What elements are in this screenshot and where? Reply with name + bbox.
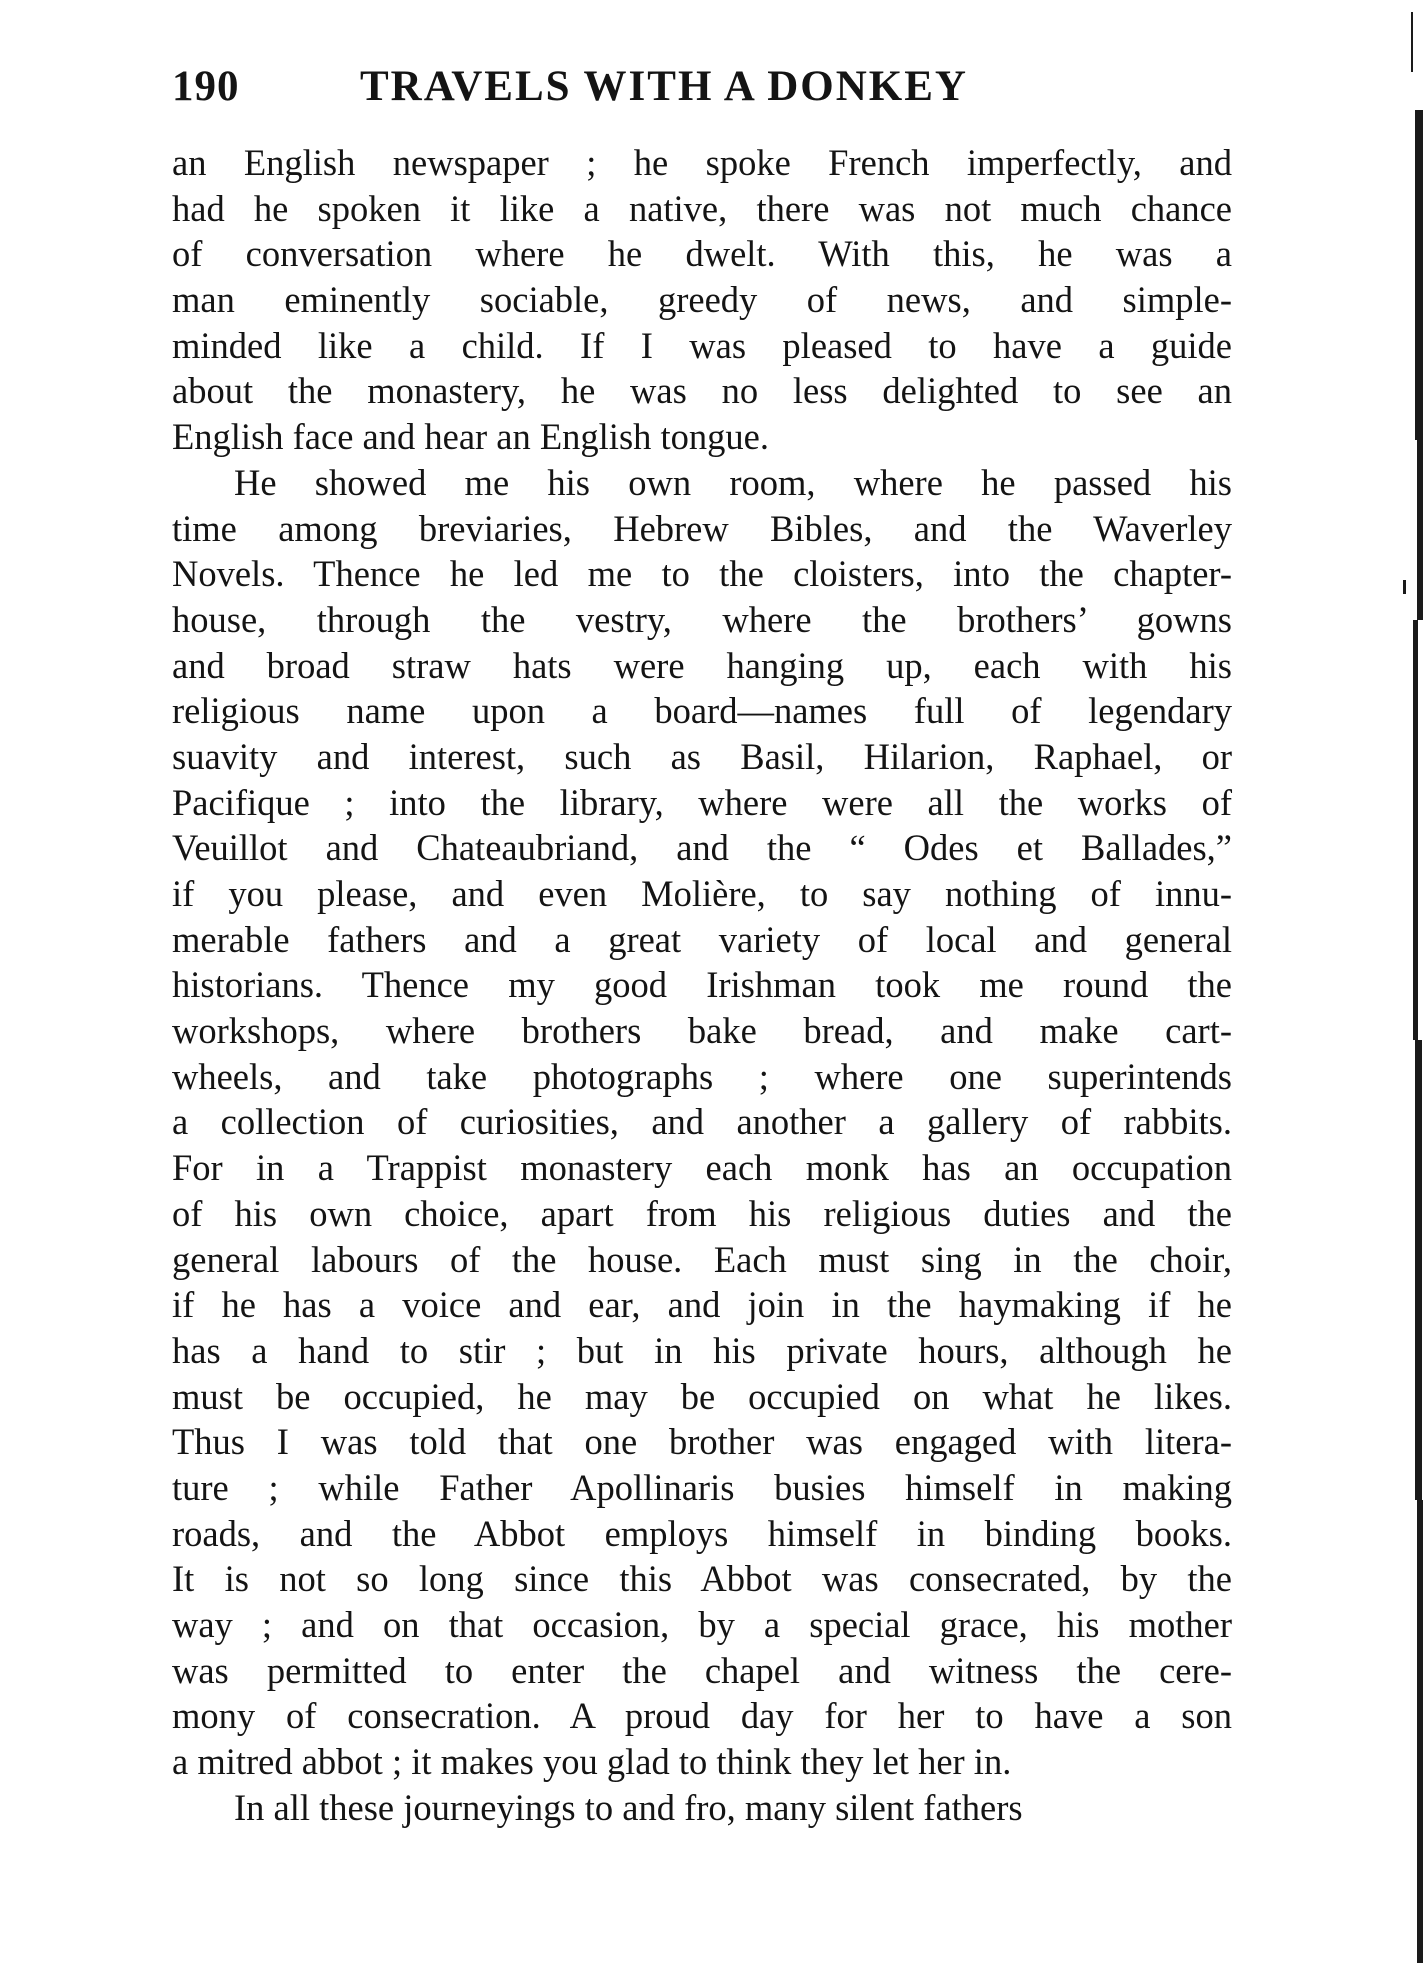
text-line: of conversation where he dwelt. With this, he was a [172, 233, 1232, 275]
text-line: workshops, where brothers bake bread, and make cart- [172, 1010, 1232, 1052]
paragraph [172, 1785, 1232, 1831]
page-header [172, 62, 1232, 122]
text-line: house, through the vestry, where the brothers’ gowns [172, 598, 1232, 640]
text-line: has a hand to stir ; but in his private hours, although he [172, 1329, 1232, 1371]
text-line: He showed me his own room, where he passed his [234, 461, 1232, 503]
text-line: ture ; while Father Apollinaris busies himself in making [172, 1466, 1232, 1508]
text-line: an English newspaper ; he spoke French imperfectly, and [172, 142, 1232, 183]
scan-edge-artifact [1395, 0, 1428, 1963]
text-line: minded like a child. If I was pleased to have a guide [172, 324, 1232, 366]
text-line: a mitred abbot ; it makes you glad to think they let her in. [172, 1741, 1012, 1783]
text-line: and broad straw hats were hanging up, each with his [172, 644, 1232, 686]
text-line: a collection of curiosities, and another a gallery of rabbits. [172, 1101, 1232, 1143]
text-line: In all these journeyings to and fro, many silent fathers [234, 1786, 1023, 1828]
page-number: 190 [172, 63, 240, 110]
text-line: historians. Thence my good Irishman took me round the [172, 964, 1232, 1006]
text-line: way ; and on that occasion, by a special grace, his mother [172, 1604, 1232, 1645]
text-line: must be occupied, he may be occupied on what he likes. [172, 1375, 1232, 1417]
body-text [172, 140, 1232, 1830]
text-line: Novels. Thence he led me to the cloisters, into the chapter- [172, 553, 1232, 595]
text-line: was permitted to enter the chapel and witness the cere- [172, 1649, 1232, 1691]
text-line: It is not so long since this Abbot was consecrated, by the [172, 1558, 1232, 1600]
paragraph [172, 140, 1232, 460]
text-line: merable fathers and a great variety of local and general [172, 918, 1232, 960]
text-line: if you please, and even Molière, to say nothing of innu- [172, 873, 1232, 914]
text-line: had he spoken it like a native, there was not much chance [172, 187, 1232, 229]
text-line: Pacifique ; into the library, where were all the works of [172, 781, 1232, 823]
text-line: Thus I was told that one brother was engaged with litera- [172, 1421, 1232, 1463]
text-line: of his own choice, apart from his religious duties and the [172, 1192, 1232, 1234]
text-line: if he has a voice and ear, and join in the haymaking if he [172, 1284, 1232, 1326]
text-line: suavity and interest, such as Basil, Hilarion, Raphael, or [172, 735, 1232, 777]
text-line: mony of consecration. A proud day for her to have a son [172, 1695, 1232, 1737]
text-line: roads, and the Abbot employs himself in binding books. [172, 1512, 1232, 1554]
text-line: English face and hear an English tongue. [172, 416, 769, 458]
text-line: man eminently sociable, greedy of news, and simple- [172, 279, 1232, 321]
text-line: time among breviaries, Hebrew Bibles, and the Waverley [172, 507, 1232, 549]
text-line: about the monastery, he was no less delighted to see an [172, 370, 1232, 412]
text-line: religious name upon a board—names full of legendary [172, 690, 1232, 732]
paragraph [172, 460, 1232, 1785]
text-line: wheels, and take photographs ; where one superintends [172, 1055, 1232, 1097]
text-line: For in a Trappist monastery each monk has an occupation [172, 1147, 1232, 1189]
text-line: Veuillot and Chateaubriand, and the “ Odes et Ballades,” [172, 827, 1232, 869]
text-line: general labours of the house. Each must sing in the choir, [172, 1238, 1232, 1280]
running-title: TRAVELS WITH A DONKEY [360, 63, 968, 110]
